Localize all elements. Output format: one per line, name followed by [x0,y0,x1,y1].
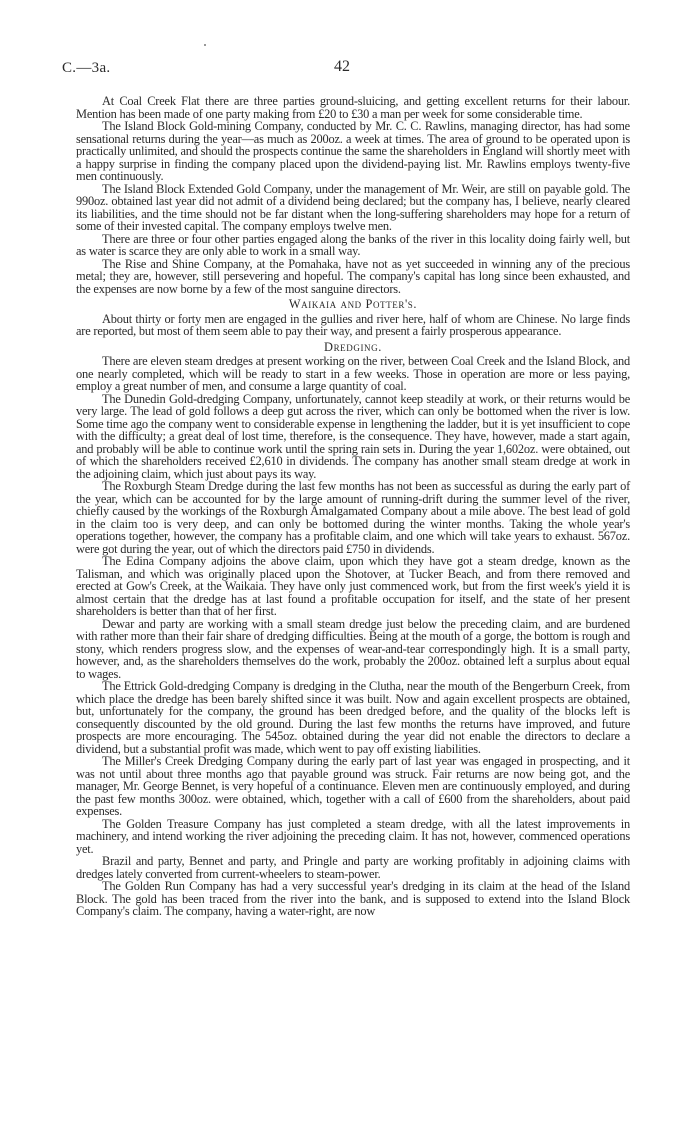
paragraph: The Island Block Gold-mining Company, conducted by Mr. C. C. Rawlins, managing director, has had some sensational returns during the year—as much as 200oz. a week at times. The area of ground to be operated upon is practically unlimited, and should the prospects continue the same the shareholders in England will shortly meet with a happy surprise in finding the company placed upon the dividend-paying list. Mr. Rawlins employs twenty-five men continuously. [76,119,630,183]
paragraph: The Edina Company adjoins the above claim, upon which they have got a steam dredge, known as the Talisman, and which was originally placed upon the Shotover, at Tucker Beach, and from there removed and erected at Gow's Creek, at the Waikaia. They have only just commenced work, but from the first week's yield it is almost certain that the dredge has at last found a profitable occupation for itself, and the state of her present shareholders is better than that of her first. [76,554,630,618]
page-number: 42 [334,58,350,75]
paragraph: There are three or four other parties engaged along the banks of the river in this locality doing fairly well, but as water is scarce they are only able to work in a small way. [76,231,630,258]
paragraph: The Dunedin Gold-dredging Company, unfortunately, cannot keep steadily at work, or their returns would be very large. The lead of gold follows a deep gut across the river, which can only be bottomed when the river is low. Some time ago the company went to considerable expense in lengthening the ladder, but it is yet insufficient to cope with the difficulty; a great deal of lost time, therefore, is the consequence. They have, however, made a start again, and probably will be able to continue work until the spring rain sets in. During the year 1,602oz. were obtained, out of which the shareholders received £2,610 in dividends. The company has another small steam dredge at work in the adjoining claim, which just about pays its way. [76,391,630,481]
section-heading-waikaia: Waikaia and Potter's. [288,297,418,311]
paragraph: About thirty or forty men are engaged in the gullies and river here, half of whom are Chinese. No large finds are reported, but most of them seem able to pay their way, and present a fairly prosperous appearance. [76,311,630,338]
paragraph: The Roxburgh Steam Dredge during the last few months has not been as successful as during the early part of the year, which can be accounted for by the large amount of running-drift during the summer level of the river, chiefly caused by the workings of the Roxburgh Amalgamated Company about a mile above. The best lead of gold in the claim too is very deep, and can only be bottomed during the winter months. Taking the whole year's operations together, however, the company has a profitable claim, and one which will take years to exhaust. 567oz. were got during the year, out of which the directors paid £750 in dividends. [76,479,630,556]
paragraph: The Island Block Extended Gold Company, under the management of Mr. Weir, are still on payable gold. The 990oz. obtained last year did not admit of a dividend being declared; but the company has, I believe, nearly cleared its liabilities, and the time should not be far distant when the long-suffering shareholders may hope for a return of some of their invested capital. The company employs twelve men. [76,181,630,233]
paragraph: The Ettrick Gold-dredging Company is dredging in the Clutha, near the mouth of the Bengerburn Creek, from which place the dredge has been barely shifted since it was built. Now and again excellent prospects are obtained, but, unfortunately for the company, the ground has been dredged before, and the quality of the blocks left is consequently discounted by the old ground. During the last few months the returns have improved, and future prospects are more encouraging. The 545oz. obtained during the year did not enable the directors to declare a dividend, but a substantial profit was made, which went to pay off existing liabilities. [76,679,630,756]
paragraph: At Coal Creek Flat there are three parties ground-sluicing, and getting excellent returns for their labour. Mention has been made of one party making from £20 to £30 a man per week for some considerable time. [76,94,630,121]
report-body [76,95,630,918]
paragraph: The Golden Run Company has had a very successful year's dredging in its claim at the head of the Island Block. The gold has been traced from the river into the bank, and is supposed to extend into the Island Block Company's claim. The company, having a water-right, are now [76,879,630,918]
paragraph: The Golden Treasure Company has just completed a steam dredge, with all the latest improvements in machinery, and intend working the river adjoining the preceding claim. It has not, however, commenced operations yet. [76,816,630,856]
paragraph: The Miller's Creek Dredging Company during the early part of last year was engaged in prospecting, and it was not until about three months ago that payable ground was struck. Fair returns are now being got, and the manager, Mr. George Bennet, is very hopeful of a continuance. Eleven men are continuously employed, and during the past few months 300oz. were obtained, which, together with a call of £600 from the shareholders, about paid expenses. [76,754,630,818]
paragraph: Brazil and party, Bennet and party, and Pringle and party are working profitably in adjoining claims with dredges lately converted from current-wheelers to steam-power. [76,854,630,881]
paragraph: The Rise and Shine Company, at the Pomahaka, have not as yet succeeded in winning any of the precious metal; they are, however, still persevering and hopeful. The company's capital has long since been exhausted, and the expenses are now borne by a few of the most sanguine directors. [76,256,630,296]
section-heading-dredging: Dredging. [324,339,382,354]
paragraph: Dewar and party are working with a small steam dredge just below the preceding claim, and are burdened with rather more than their fair share of dredging difficulties. Being at the mouth of a gorge, the bottom is rough and stony, which renders progress slow, and the expenses of wear-and-tear correspondingly high. It is a small party, however, and, as the shareholders themselves do the work, probably the 200oz. obtained left a surplus about equal to wages. [76,616,630,681]
scan-speck [204,44,206,46]
paragraph: There are eleven steam dredges at present working on the river, between Coal Creek and the Island Block, and one nearly completed, which will be ready to start in a few weeks. Those in operation are more or less paying, employ a great number of men, and consume a large quantity of coal. [76,354,630,393]
document-reference: C.—3a. [62,60,111,76]
